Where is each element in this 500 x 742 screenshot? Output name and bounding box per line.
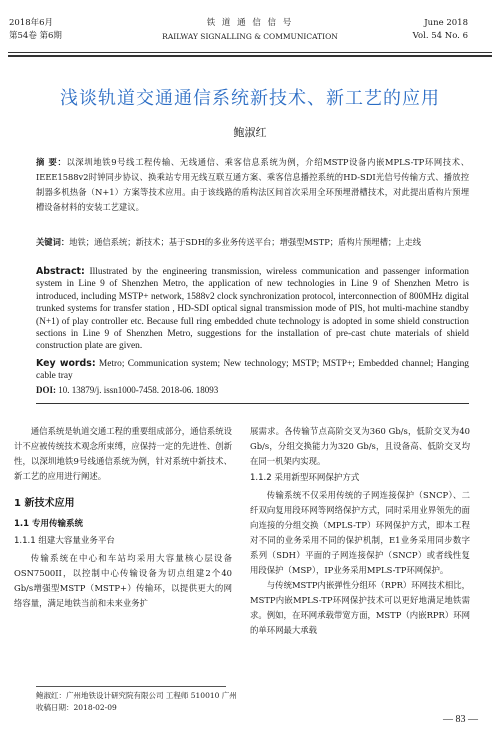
intro-paragraph: 通信系统是轨道交通工程的重要组成部分，通信系统设计不应被传统技术观念所束缚，应保持一定的先进性、创新性，以深圳地铁9号线通信系统为例，针对系统中新技术、新工艺的应用进行阐述。 xyxy=(14,426,232,481)
section-heading: 1 新技术应用 xyxy=(14,498,75,509)
header-journal-en: RAILWAY SIGNALLING & COMMUNICATION xyxy=(162,32,338,41)
footnote-received-date: 收稿日期：2018-02-09 xyxy=(36,703,117,712)
subsubsection-heading: 1.1.2 采用新型环网保护方式 xyxy=(250,473,360,483)
doi xyxy=(36,385,218,395)
running-header xyxy=(0,18,500,52)
abstract-rule xyxy=(36,403,469,404)
abstract-en xyxy=(36,266,469,353)
footnote-affiliation: 鲍淑红：广州地铁设计研究院有限公司 工程师 510010 广州 xyxy=(36,691,237,700)
paper-author: 鲍淑红 xyxy=(233,126,267,139)
keywords-en-label: Key words: xyxy=(36,358,96,369)
subsubsection-heading: 1.1.1 组建大容量业务平台 xyxy=(14,536,115,546)
abstract-cn-label: 摘 要： xyxy=(36,157,67,167)
footnote-rule xyxy=(36,686,226,687)
header-date-en: June 2018 xyxy=(424,18,468,28)
abstract-cn xyxy=(36,155,469,215)
header-rule xyxy=(8,52,492,53)
right-column xyxy=(250,424,470,638)
abstract-en-label: Abstract: xyxy=(36,266,85,277)
body-paragraph-cont: 展需求。各传输节点高阶交叉为360 Gb/s，低阶交叉为40 Gb/s，分组交换能力为320 Gb/s，且设备高、低阶交叉均在同一机架内实现。 xyxy=(250,426,470,466)
body-paragraph: 传输系统在中心和车站均采用大容量核心层设备OSN7500II，以控制中心传输设备为切点组建2个40 Gb/s增强型MSTP（MSTP+）传输环，以提供更大的网络容量，满足地铁当前和未来业务扩 xyxy=(14,553,232,608)
body-paragraph: 与传统MSTP内嵌弹性分组环（RPR）环网技术相比，MSTP内嵌MPLS-TP环网保护技术可以更好地满足地铁需求。例如，在环网承载带宽方面，MSTP（内嵌RPR）环网的单环网最大承载 xyxy=(250,580,470,635)
footnote xyxy=(36,690,237,714)
keywords-en xyxy=(36,358,469,383)
keywords-en-text: Metro; Communication system; New technology; MSTP; MSTP+; Embedded channel; Hanging cable tray xyxy=(36,359,469,382)
header-year-month: 2018年6月 xyxy=(9,18,54,28)
abstract-cn-text: 以深圳地铁9号线工程传输、无线通信、乘客信息系统为例，介绍MSTP设备内嵌MPLS-TP环网技术、IEEE1588v2时钟同步协议、换乘站专用无线互联互通方案、乘客信息播控系统的HD-SDI光信号传输方式、播放控制器多机热备（N+1）方案等技术应用。由于该线路的盾构法区间首次采用全环预埋滑槽技术，对此提出盾构片预埋槽设备材料的安装工艺建议。 xyxy=(36,157,470,212)
keywords-cn xyxy=(36,235,469,250)
header-vol-en: Vol. 54 No. 6 xyxy=(412,31,468,41)
header-journal-cn: 铁 道 通 信 信 号 xyxy=(206,18,294,28)
left-column xyxy=(14,424,232,611)
paper-title: 浅谈轨道交通通信系统新技术、新工艺的应用 xyxy=(60,88,440,109)
body-paragraph: 传输系统不仅采用传统的子网连接保护（SNCP）、二纤双向复用段环网等网络保护方式，同时采用业界领先的面向连接的分组交换（MPLS-TP）环网保护方式，即本工程对不同的业务采用不同的保护机制，E1业务采用同步数字系列（SDH）平面的子网连接保护（SNCP）或者线性复用段保护（MSP），IP业务采用MPLS-TP环网保护。 xyxy=(250,490,470,575)
header-rule-thick xyxy=(8,55,492,57)
keywords-cn-text: 地铁；通信系统；新技术；基于SDH的多业务传送平台；增强型MSTP；盾构片预埋槽；上走线 xyxy=(69,237,422,247)
doi-text: 10. 13879/j. issn1000-7458. 2018-06. 18093 xyxy=(58,385,219,395)
keywords-cn-label: 关键词： xyxy=(36,237,70,247)
subsection-heading: 1.1 专用传输系统 xyxy=(14,519,84,529)
page-number: — 83 — xyxy=(443,714,478,725)
doi-label: DOI: xyxy=(36,385,56,395)
abstract-en-text: Illustrated by the engineering transmission, wireless communication and passenger information system in Line 9 of Shenzhen Metro, the application of new technologies in Line 9 of Shenzhen Metro is introduced, including MSTP+ network, 1588v2 clock synchronization protocol, interconnection of 800MHz digital trunked systems for transfer station , HD-SDI optical signal transmission mode of PIS, hot multi-machine standby (N+1) of play controller etc. Because full ring embedded chute technology is adopted in some shield construction sections in Line 9 of Shenzhen Metro, suggestions for the installation of pre-cast chute materials of shield construction plate are given. xyxy=(36,267,469,352)
header-volume-issue: 第54卷 第6期 xyxy=(9,31,62,41)
